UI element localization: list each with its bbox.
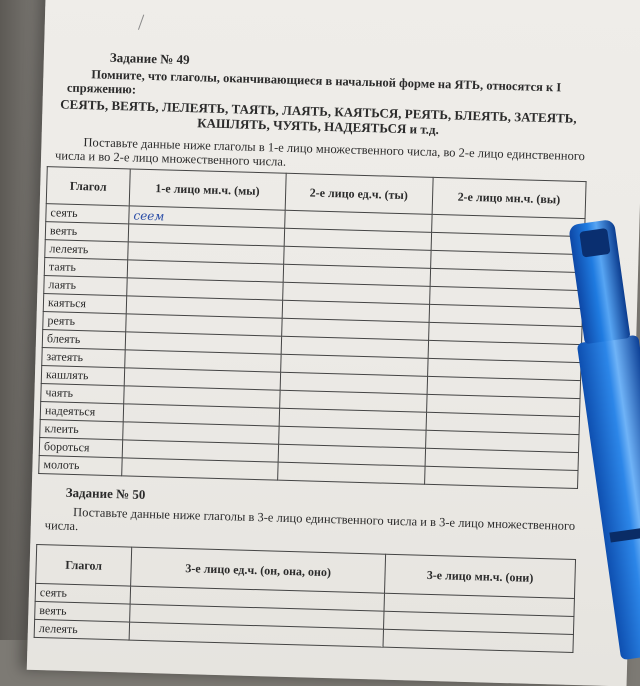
header-3rd-singular: 3-е лицо ед.ч. (он, она, оно) xyxy=(131,547,386,593)
header-2nd-plural: 2-е лицо мн.ч. (вы) xyxy=(432,177,586,218)
verb-cell: затеять xyxy=(42,348,125,368)
answer-cell[interactable]: сеем xyxy=(129,206,285,228)
pen-cap xyxy=(568,219,630,344)
answer-cell[interactable] xyxy=(277,462,425,484)
task-49-rule: Помните, что глаголы, оканчивающиеся в начальной форме на ЯТЬ, относятся к I спряжению: xyxy=(66,67,562,97)
verb-cell: молоть xyxy=(39,455,122,475)
task-49-verbs-list: СЕЯТЬ, ВЕЯТЬ, ЛЕЛЕЯТЬ, ТАЯТЬ, ЛАЯТЬ, КАЯТЬСЯ, РЕЯТЬ, БЛЕЯТЬ, ЗАТЕЯТЬ, КАШЛЯТЬ, ЧУЯТЬ, НАДЕЯТЬСЯ и т.д. xyxy=(60,96,577,138)
task-49-table-body xyxy=(39,204,585,489)
verb-cell: надеяться xyxy=(40,402,123,422)
task-50-instruction: Поставьте данные ниже глаголы в 3-е лицо единственного числа и в 3-е лицо множественного числа. xyxy=(44,504,576,534)
header-2nd-singular: 2-е лицо ед.ч. (ты) xyxy=(285,173,433,214)
header-1st-plural: 1-е лицо мн.ч. (мы) xyxy=(129,169,286,210)
task-50 xyxy=(34,484,578,653)
verb-cell: клеить xyxy=(40,420,123,440)
header-verb: Глагол xyxy=(36,544,132,586)
verb-cell: лелеять xyxy=(34,619,129,640)
task-49-title: Задание № 49 xyxy=(109,49,190,68)
pencil-checkmark-icon xyxy=(129,11,145,30)
verb-cell: таять xyxy=(44,258,127,278)
task-49 xyxy=(38,48,590,489)
verb-cell: сеять xyxy=(35,583,130,604)
verb-cell: кашлять xyxy=(41,366,124,386)
task-49-table xyxy=(38,166,586,489)
pen-clip xyxy=(579,228,610,258)
answer-cell[interactable] xyxy=(424,466,578,488)
workbook-page xyxy=(27,0,640,686)
verb-cell: лелеять xyxy=(45,240,128,260)
task-50-table xyxy=(34,544,576,653)
task-49-instruction: Поставьте данные ниже глаголы в 1-е лицо множественного числа, во 2-е лицо единственного числа и во 2-е лицо множественного числа. xyxy=(54,135,586,169)
verb-cell: лаять xyxy=(44,276,127,296)
verb-cell: реять xyxy=(43,312,126,332)
verb-cell: веять xyxy=(45,222,128,242)
verb-cell: бороться xyxy=(39,438,122,458)
verb-cell: каяться xyxy=(43,294,126,314)
answer-cell[interactable] xyxy=(122,458,278,480)
verb-cell: веять xyxy=(35,601,130,622)
verb-cell: сеять xyxy=(46,204,129,224)
verb-cell: чаять xyxy=(41,384,124,404)
task-50-title: Задание № 50 xyxy=(65,484,146,502)
header-3rd-plural: 3-е лицо мн.ч. (они) xyxy=(385,554,576,598)
page-content xyxy=(34,48,590,653)
verb-cell: блеять xyxy=(42,330,125,350)
header-verb: Глагол xyxy=(46,167,130,206)
